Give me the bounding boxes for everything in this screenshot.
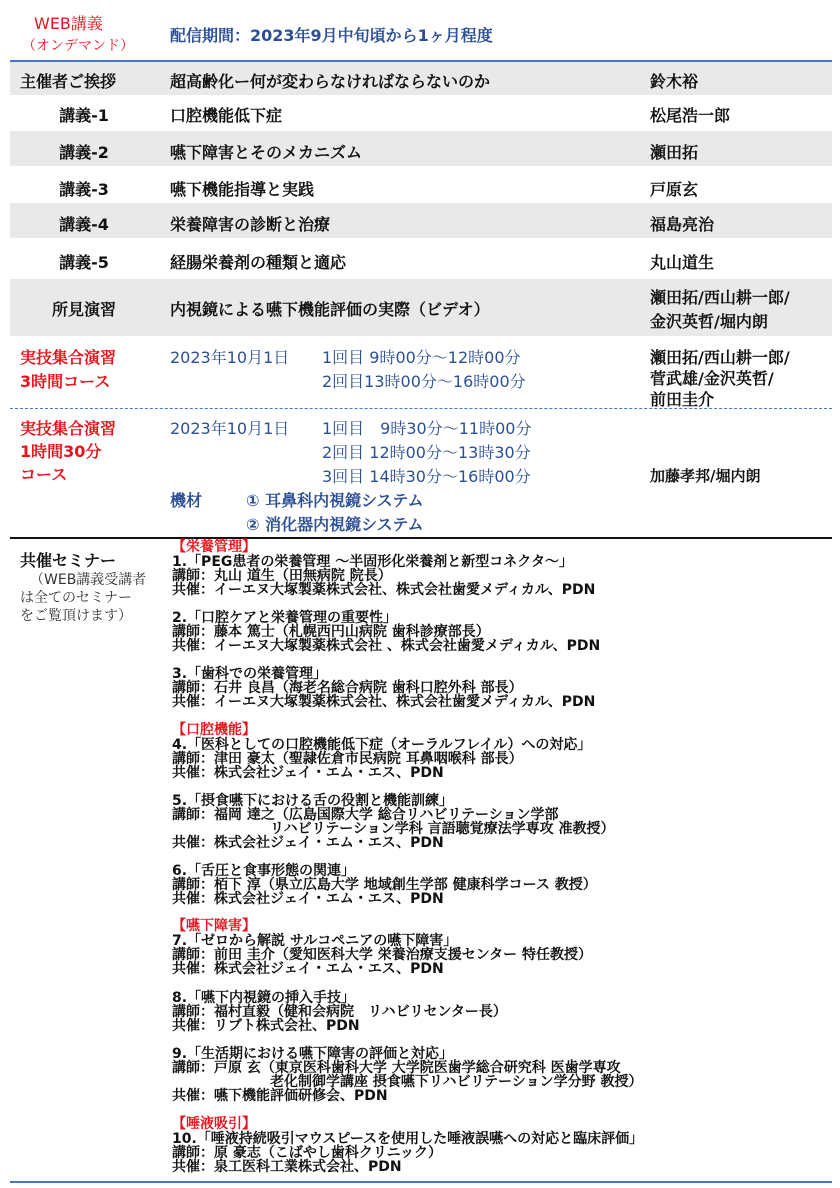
- row-title-lecture-1: 口腔機能低下症: [170, 106, 283, 125]
- seminar-item-line: 講師：前田 圭介（愛知医科大学 栄養治療支援センター 特任教授）: [172, 947, 593, 963]
- seminar-item-title: 6.「舌圧と食事形態の関連」: [172, 863, 356, 879]
- seminar-note-line: をご覧頂けます）: [20, 608, 132, 624]
- seminar-divider: [10, 537, 832, 539]
- seminar-item-line: 講師：福岡 達之（広島国際大学 総合リハビリテーション学部: [172, 807, 559, 823]
- seminar-item-line: 講師：丸山 道生（田無病院 院長）: [172, 568, 392, 584]
- course-3h-session: 2回目13時00分～16時00分: [322, 372, 526, 391]
- practice-label: 所見演習: [51, 300, 116, 319]
- seminar-item-line: 共催：株式会社ジェイ・エム・エス、PDN: [172, 891, 444, 907]
- course-3h-speaker-line: 菅武雄/金沢英哲/: [650, 369, 774, 388]
- delivery-period: 配信期間：2023年9月中旬頃から1ヶ月程度: [170, 26, 493, 45]
- seminar-item-title: 10.「唾液持続吸引マウスピースを使用した唾液誤嚥への対応と臨床評価」: [172, 1131, 644, 1147]
- row-label-lecture-1: 講義-1: [59, 106, 109, 125]
- row-speaker-lecture-3: 戸原玄: [650, 180, 699, 199]
- seminar-item-title: 8.「嚥下内視鏡の挿入手技」: [172, 990, 356, 1006]
- row-title-lecture-4: 栄養障害の診断と治療: [170, 215, 331, 234]
- seminar-item-line: 共催：イーエヌ大塚製薬株式会社、株式会社歯愛メディカル、PDN: [172, 694, 596, 710]
- course-90m-label-line: 実技集合演習: [20, 419, 117, 438]
- seminar-note-line: は全てのセミナー: [20, 590, 132, 606]
- row-title-lecture-2: 嚥下障害とそのメカニズム: [170, 143, 363, 162]
- seminar-item-line: 講師：津田 豪太（聖隷佐倉市民病院 耳鼻咽喉科 部長）: [172, 751, 523, 767]
- row-label-lecture-4: 講義-4: [59, 215, 109, 234]
- equipment-label: 機材: [170, 491, 203, 510]
- course-90m-speaker: 加藤孝邦/堀内朗: [650, 467, 761, 485]
- seminar-item-line: リハビリテーション学科 言語聴覚療法学専攻 准教授）: [172, 821, 615, 837]
- course-90m-session: 2回目 12時00分～13時30分: [322, 443, 531, 462]
- row-speaker-lecture-4: 福島亮治: [650, 215, 715, 234]
- row-label-lecture-2: 講義-2: [59, 143, 109, 162]
- seminar-item-title: 9.「生活期における嚥下障害の評価と対応」: [172, 1046, 454, 1062]
- seminar-item-line: 共催：イーエヌ大塚製薬株式会社 、株式会社歯愛メディカル、PDN: [172, 638, 601, 654]
- course-3h-label-line: 実技集合演習: [20, 348, 117, 367]
- course-90m-session: 1回目 9時30分～11時00分: [322, 419, 532, 438]
- course-3h-speaker-line: 瀬田拓/西山耕一郎/: [650, 348, 790, 367]
- seminar-item-line: 老化制御学講座 摂食嚥下リハビリテーション学分野 教授）: [172, 1074, 643, 1090]
- seminar-item-line: 共催：株式会社ジェイ・エム・エス、PDN: [172, 835, 444, 851]
- equipment-item: ② 消化器内視鏡システム: [246, 515, 424, 534]
- row-label-lecture-3: 講義-3: [59, 180, 109, 199]
- course-3h-date: 2023年10月1日: [170, 348, 290, 367]
- seminar-item-line: 共催：株式会社ジェイ・エム・エス、PDN: [172, 765, 444, 781]
- row-title-lecture-3: 嚥下機能指導と実践: [170, 180, 315, 199]
- seminar-item-title: 7.「ゼロから解説 サルコペニアの嚥下障害」: [172, 933, 458, 949]
- seminar-item-line: 講師：福村直毅（健和会病院 リハビリセンター長）: [172, 1004, 507, 1020]
- seminar-item-line: 共催：イーエヌ大塚製薬株式会社、株式会社歯愛メディカル、PDN: [172, 582, 596, 598]
- row-title-greeting: 超高齢化ー何が変わらなければならないのか: [170, 72, 491, 91]
- row-speaker-lecture-5: 丸山道生: [650, 253, 715, 272]
- seminar-item-title: 3.「歯科での栄養管理」: [172, 666, 328, 682]
- row-label-greeting: 主催者ご挨拶: [20, 72, 117, 91]
- practice-title: 内視鏡による嚥下機能評価の実際（ビデオ）: [170, 300, 490, 319]
- course-3h-speaker-line: 前田圭介: [650, 390, 715, 409]
- practice-speaker-line: 瀬田拓/西山耕一郎/: [650, 288, 790, 307]
- course-3h-session: 1回目 9時00分～12時00分: [322, 348, 521, 367]
- course-90m-date: 2023年10月1日: [170, 419, 290, 438]
- row-speaker-greeting: 鈴木裕: [650, 72, 699, 91]
- seminar-item-title: 4.「医科としての口腔機能低下症（オーラルフレイル）への対応」: [172, 737, 592, 753]
- row-speaker-lecture-2: 瀬田拓: [650, 143, 699, 162]
- bottom-divider: [10, 1181, 832, 1183]
- seminar-item-line: 講師：石井 良昌（海老名総合病院 歯科口腔外科 部長）: [172, 680, 523, 696]
- course-90m-session: 3回目 14時30分～16時00分: [322, 467, 531, 486]
- on-demand-label: （オンデマンド）: [22, 38, 134, 54]
- seminar-item-line: 講師：戸原 玄（東京医科歯科大学 大学院医歯学総合研究科 医歯学専攻: [172, 1060, 621, 1076]
- seminar-note-line: （WEB講義受講者: [30, 572, 147, 588]
- seminar-item-line: 共催：リブト株式会社、PDN: [172, 1018, 360, 1034]
- seminar-item-line: 共催：株式会社ジェイ・エム・エス、PDN: [172, 961, 444, 977]
- seminar-item-line: 講師：原 豪志（こばやし歯科クリニック）: [172, 1145, 443, 1161]
- equipment-item: ① 耳鼻科内視鏡システム: [246, 491, 424, 510]
- course-3h-label-line: 3時間コース: [20, 372, 111, 391]
- seminar-item-line: 共催：泉工医科工業株式会社、PDN: [172, 1159, 402, 1175]
- web-lecture-label: WEB講義: [34, 14, 103, 33]
- seminar-item-line: 共催：嚥下機能評価研修会、PDN: [172, 1088, 388, 1104]
- seminar-category-oral: 【口腔機能】: [172, 722, 256, 738]
- seminar-title: 共催セミナー: [20, 551, 117, 570]
- seminar-category-saliva: 【唾液吸引】: [172, 1116, 256, 1132]
- practice-speaker-line: 金沢英哲/堀内朗: [650, 312, 768, 331]
- row-label-lecture-5: 講義-5: [59, 253, 109, 272]
- seminar-item-line: 講師：栢下 淳（県立広島大学 地域創生学部 健康科学コース 教授）: [172, 877, 597, 893]
- row-speaker-lecture-1: 松尾浩一郎: [650, 106, 731, 125]
- seminar-item-line: 講師：藤本 篤士（札幌西円山病院 歯科診療部長）: [172, 624, 490, 640]
- seminar-category-nutrition: 【栄養管理】: [172, 539, 256, 555]
- course-90m-label-line: コース: [20, 465, 68, 484]
- seminar-item-title: 1.「PEG患者の栄養管理 ～半固形化栄養剤と新型コネクタ～」: [172, 554, 573, 570]
- row-title-lecture-5: 経腸栄養剤の種類と適応: [170, 253, 347, 272]
- seminar-category-dysphagia: 【嚥下障害】: [172, 918, 256, 934]
- course-divider: [10, 408, 832, 409]
- seminar-item-title: 5.「摂食嚥下における舌の役割と機能訓練」: [172, 793, 454, 809]
- seminar-item-title: 2.「口腔ケアと栄養管理の重要性」: [172, 610, 398, 626]
- course-90m-label-line: 1時間30分: [20, 442, 102, 461]
